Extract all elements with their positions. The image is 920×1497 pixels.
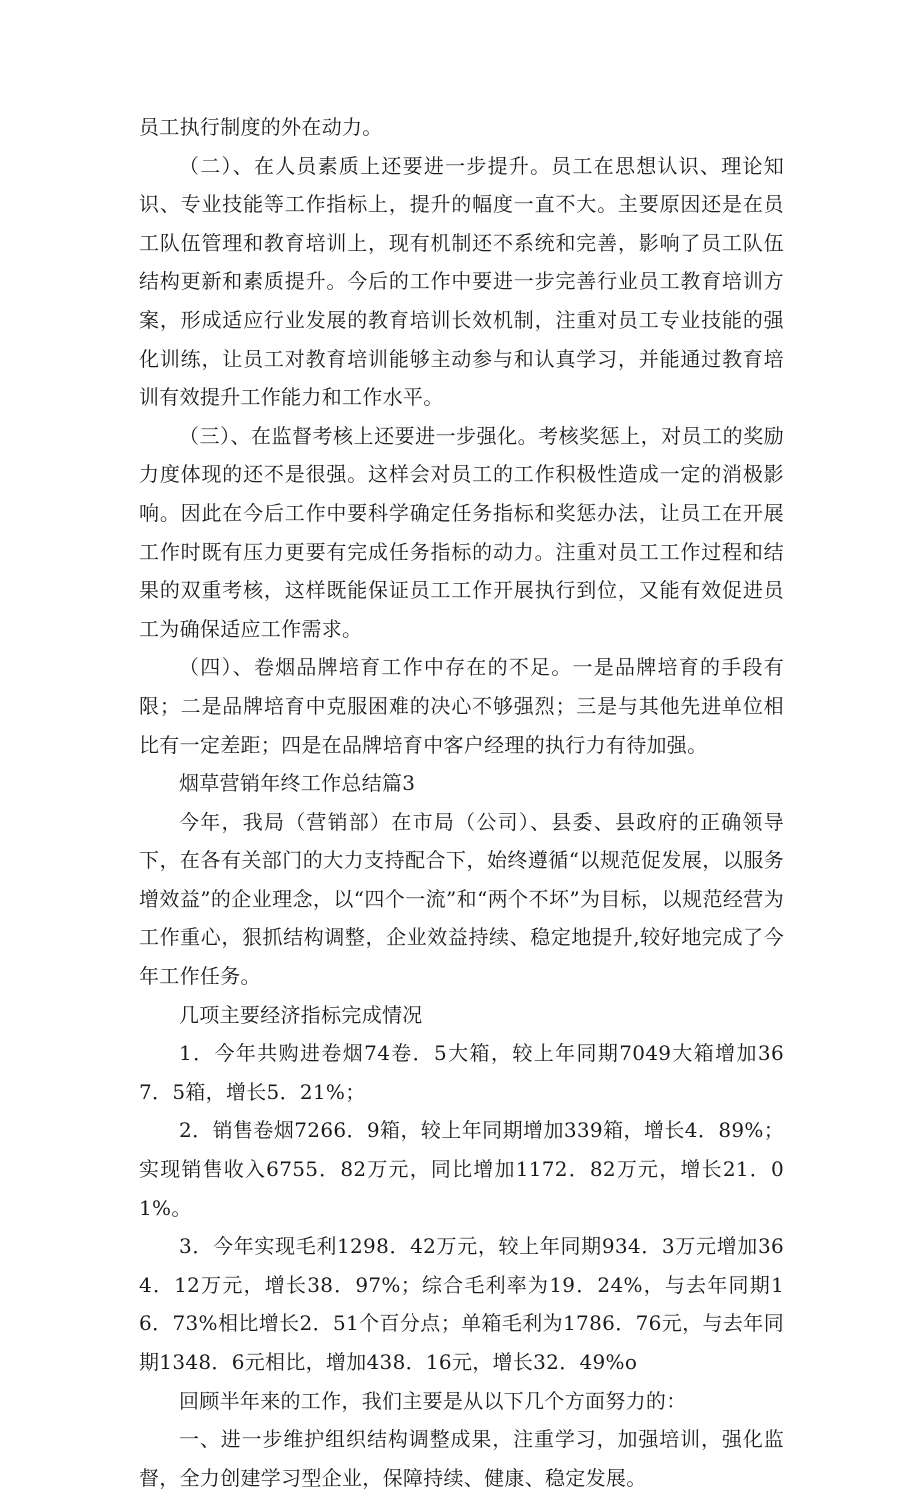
section-heading: 烟草营销年终工作总结篇3 (179, 771, 416, 796)
paragraph-intro: 今年，我局（营销部）在市局（公司）、县委、县政府的正确领导下，在各有关部门的大力支持配合下，始终遵循“以规范促发展，以服务增效益”的企业理念，以“四个一流”和“两个不坏”为目标，以规范经营为工作重心，狠抓结构调整，企业效益持续、稳定地提升,较好地完成了今年工作任务。 (139, 809, 784, 989)
paragraph-section-two: （二）、在人员素质上还要进一步提升。员工在思想认识、理论知识、专业技能等工作指标上，提升的幅度一直不大。主要原因还是在员工队伍管理和教育培训上，现有机制还不系统和完善，影响了员工队伍结构更新和素质提升。今后的工作中要进一步完善行业员工教育培训方案，形成适应行业发展的教育培训长效机制，注重对员工专业技能的强化训练，让员工对教育培训能够主动参与和认真学习，并能通过教育培训有效提升工作能力和工作水平。 (139, 153, 784, 410)
paragraph-item-2: 2．销售卷烟7266．9箱，较上年同期增加339箱，增长4．89%；实现销售收入6755．82万元，同比增加1172．82万元，增长21．01%。 (139, 1118, 784, 1220)
paragraph-review: 回顾半年来的工作，我们主要是从以下几个方面努力的： (179, 1388, 687, 1413)
document-body (139, 108, 784, 1497)
paragraph-section-four: （四）、卷烟品牌培育工作中存在的不足。一是品牌培育的手段有限；二是品牌培育中克服困难的决心不够强烈；三是与其他先进单位相比有一定差距；四是在品牌培育中客户经理的执行力有待加强。 (139, 655, 784, 757)
paragraph-item-1: 1．今年共购进卷烟74卷．5大箱，较上年同期7049大箱增加367．5箱，增长5．21%； (139, 1041, 784, 1104)
paragraph-section-three: （三）、在监督考核上还要进一步强化。考核奖惩上，对员工的奖励力度体现的还不是很强。这样会对员工的工作积极性造成一定的消极影响。因此在今后工作中要科学确定任务指标和奖惩办法，让员工在开展工作时既有压力更要有完成任务指标的动力。注重对员工工作过程和结果的双重考核，这样既能保证员工工作开展执行到位，又能有效促进员工为确保适应工作需求。 (139, 423, 784, 641)
paragraph-point-one: 一、进一步维护组织结构调整成果，注重学习，加强培训，强化监督，全力创建学习型企业，保障持续、健康、稳定发展。 (139, 1427, 784, 1490)
paragraph-item-3: 3．今年实现毛利1298．42万元，较上年同期934．3万元增加364．12万元，增长38．97%；综合毛利率为19．24%，与去年同期16．73%相比增长2．51个百分点；单箱毛利为1786．76元，与去年同期1348．6元相比，增加438．16元，增长32．49%o (139, 1234, 784, 1374)
subheading-indicators: 几项主要经济指标完成情况 (179, 1002, 423, 1027)
paragraph-continuation: 员工执行制度的外在动力。 (139, 115, 383, 139)
